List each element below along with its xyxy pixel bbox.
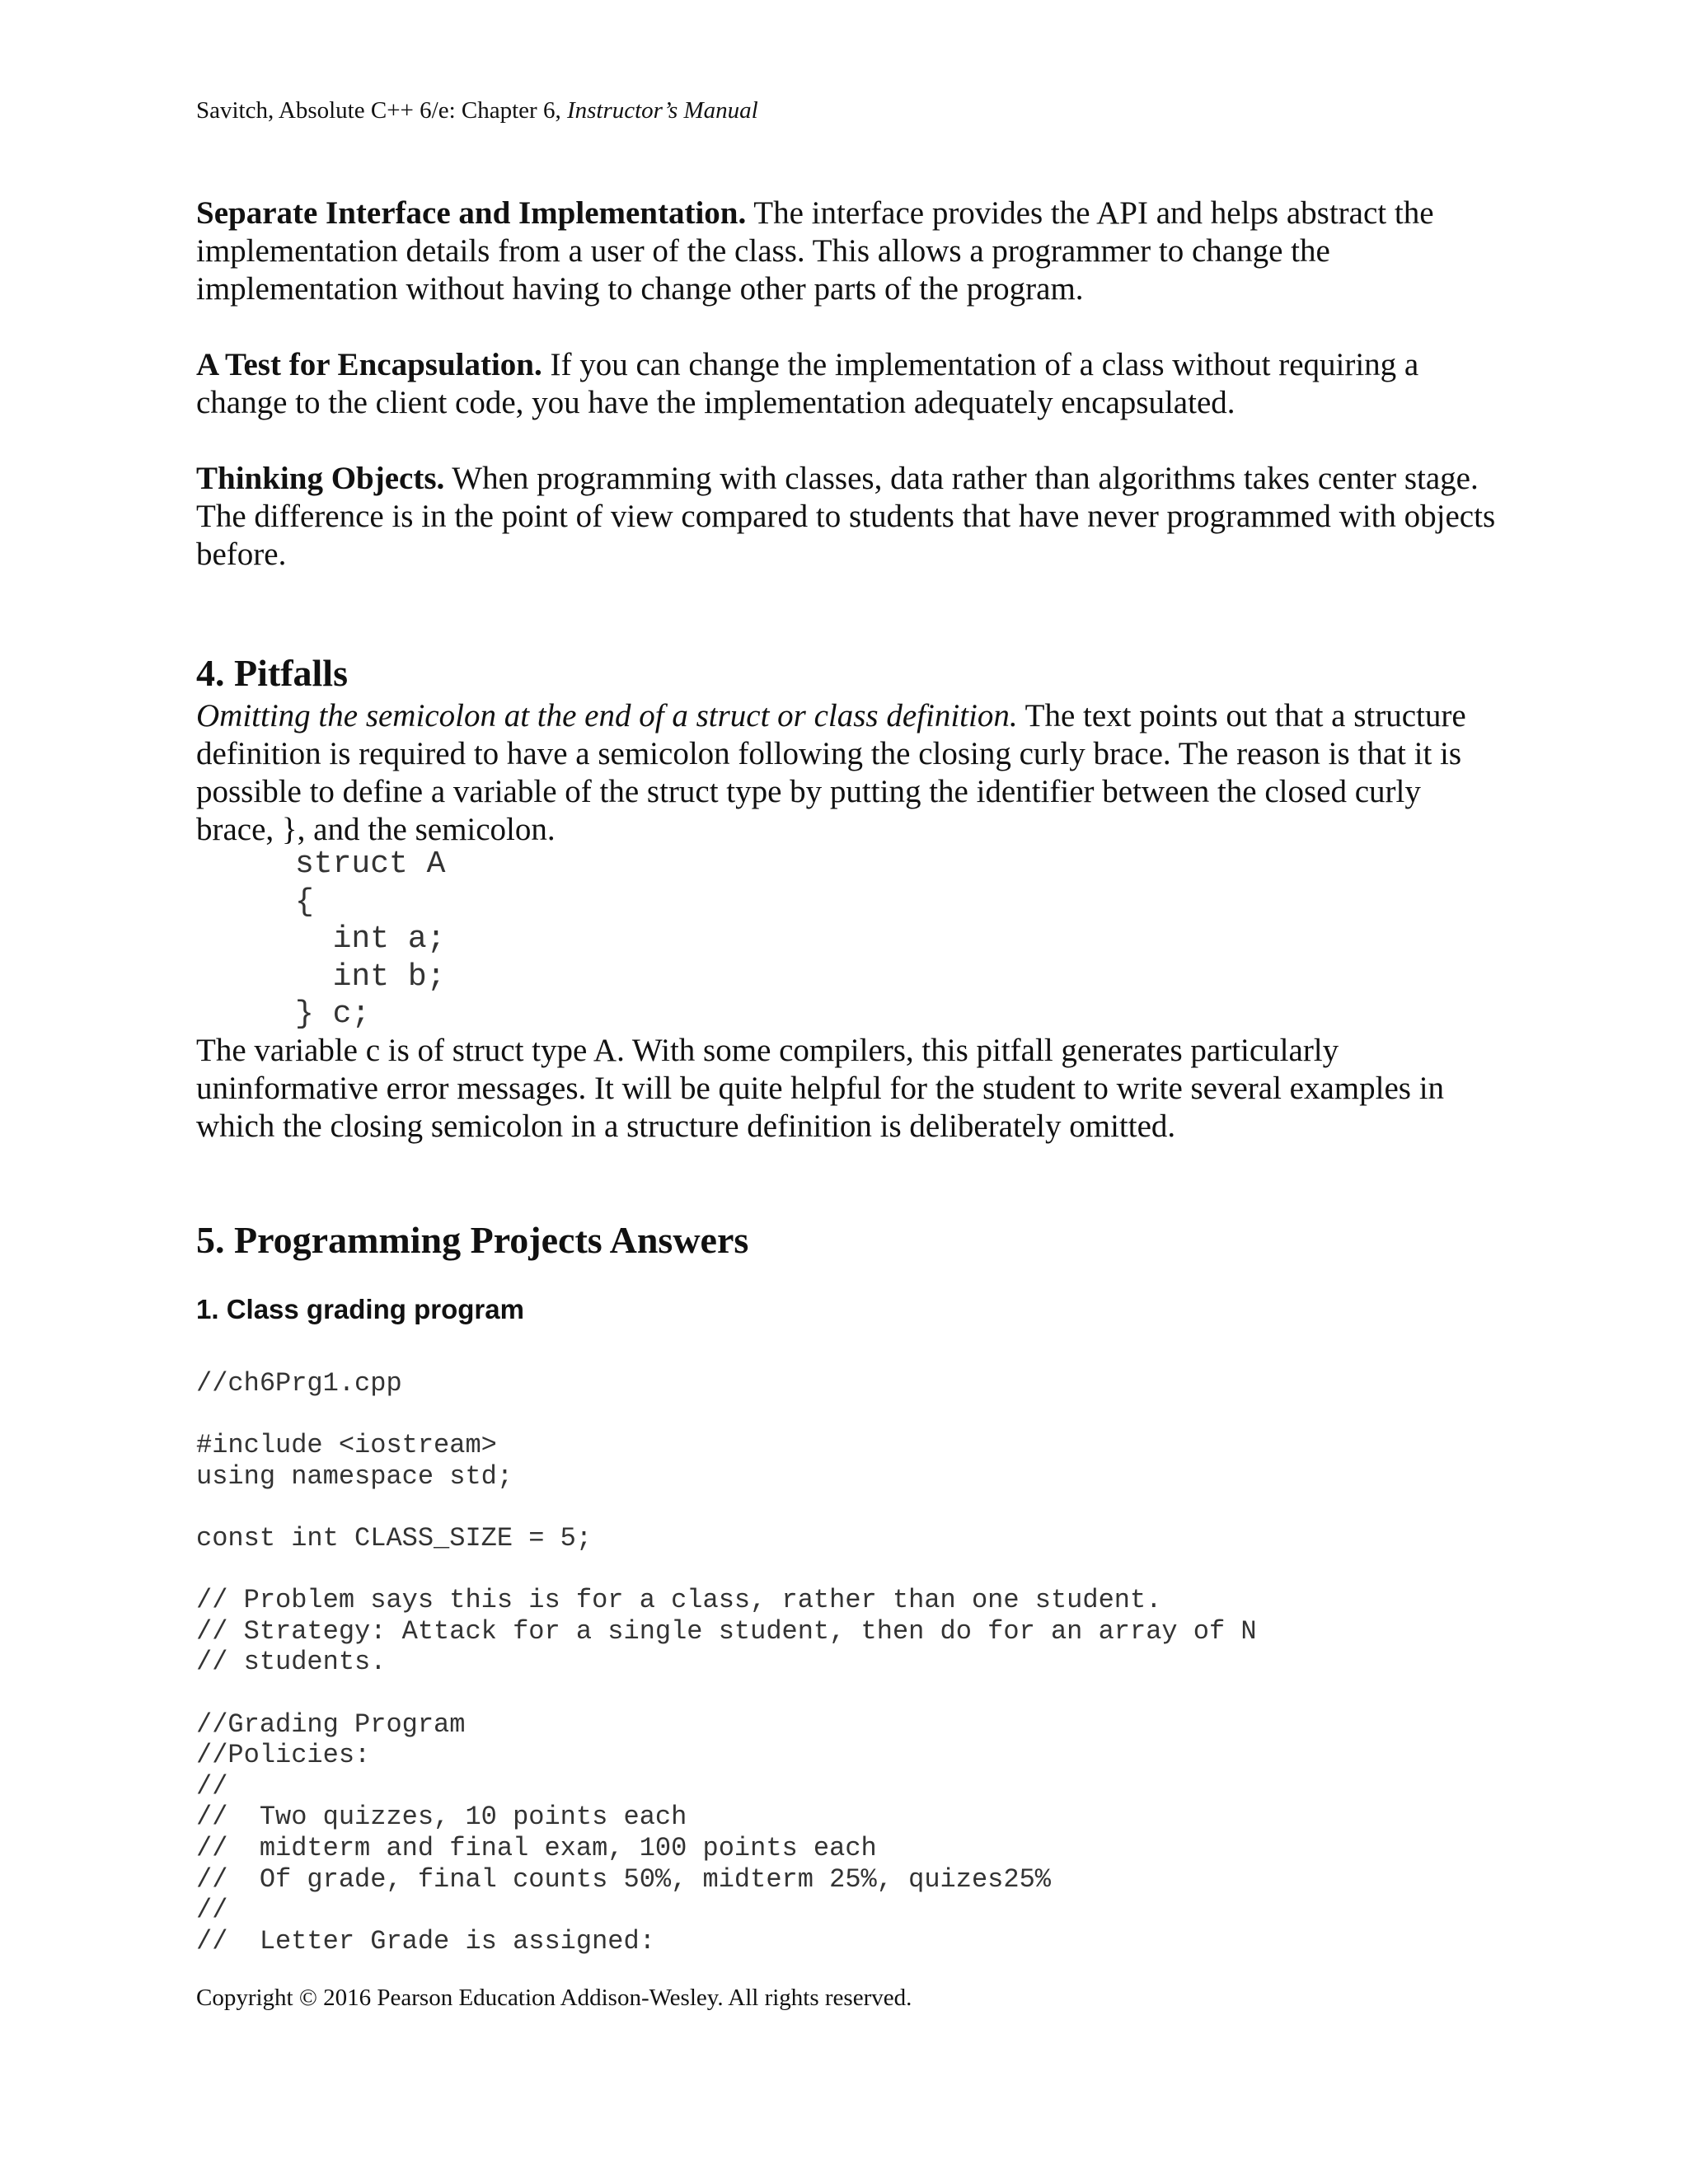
paragraph-body: If you can change the implementation of a class without requiring a change to the client code, you have the implementation adequately encapsulated. <box>196 347 1419 420</box>
project-subheading: 1. Class grading program <box>196 1294 524 1324</box>
paragraph-test-encapsulation <box>196 346 1498 422</box>
header-prefix: Savitch, Absolute C++ 6/e: Chapter 6, <box>196 97 567 124</box>
section-title-projects: 5. Programming Projects Answers <box>196 1219 749 1261</box>
copyright-footer: Copyright © 2016 Pearson Education Addison-Wesley. All rights reserved. <box>196 1985 912 2011</box>
paragraph-title: A Test for Encapsulation. <box>196 347 542 382</box>
paragraph-body: When programming with classes, data rather than algorithms takes center stage. The difference is in the point of view compared to students that have never programmed with objects before. <box>196 461 1496 572</box>
paragraph-body: The interface provides the API and helps abstract the implementation details from a user of the class. This allows a programmer to change the implementation without having to change other parts of the program. <box>196 195 1434 307</box>
paragraph-title: Separate Interface and Implementation. <box>196 195 747 231</box>
paragraph-pitfall-semicolon <box>196 697 1498 849</box>
paragraph-thinking-objects <box>196 460 1498 574</box>
section-title-pitfalls: 4. Pitfalls <box>196 652 348 694</box>
paragraph-separate-interface <box>196 194 1498 308</box>
pitfall-lead-italic: Omitting the semicolon at the end of a struct or class definition. <box>196 698 1018 733</box>
paragraph-title: Thinking Objects. <box>196 461 445 496</box>
header-manual-title: Instructor’s Manual <box>566 97 758 124</box>
paragraph-pitfall-explanation: The variable c is of struct type A. With some compilers, this pitfall generates particularly uninformative error messages. It will be quite helpful for the student to write several examples in which the closing semicolon in a structure definition is deliberately omitted. <box>196 1033 1445 1144</box>
code-struct-example: struct A { int a; int b; } c; <box>295 846 446 1032</box>
running-header <box>196 97 758 124</box>
code-listing-grading-program: //ch6Prg1.cpp #include <iostream> using namespace std; const int CLASS_SIZE = 5; // Problem says this is for a class, rather than one student. // Strategy: Attack for a single student, then do for an array of N // students. //Grading Program //Policies: // // Two quizzes, 10 points each // midterm and final exam, 100 points each // Of grade, final counts 50%, midterm 25%, quizes25% // // Letter Grade is assigned: <box>196 1368 1257 1957</box>
paragraph-body: The text points out that a structure definition is required to have a semicolon following the closing curly brace. The reason is that it is possible to define a variable of the struct type by putting the identifier between the closed curly brace, }, and the semicolon. <box>196 698 1466 847</box>
